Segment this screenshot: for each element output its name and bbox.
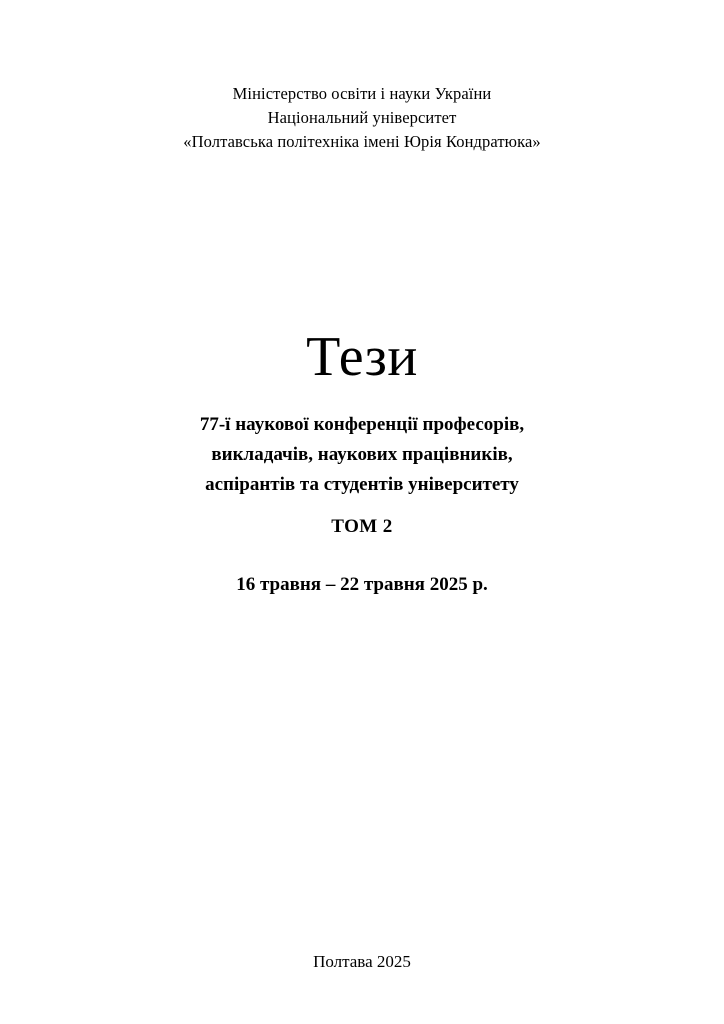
subtitle-line-3: аспірантів та студентів університету [205, 474, 519, 495]
ministry-line: Міністерство освіти і науки України [232, 84, 492, 103]
volume-block [0, 512, 724, 542]
conference-subtitle [0, 410, 724, 500]
page-title: Тези [306, 326, 418, 388]
imprint-footer [0, 950, 724, 974]
conference-dates: 16 травня – 22 травня 2025 р. [236, 574, 488, 595]
subtitle-line-1: 77-ї наукової конференції професорів, [199, 414, 525, 435]
publisher-header [0, 82, 724, 154]
dates-block [0, 570, 724, 600]
document-title-block [0, 326, 724, 388]
university-name-line: «Полтавська політехніка імені Юрія Кондратюка» [183, 132, 541, 151]
place-and-year: Полтава 2025 [313, 952, 411, 971]
volume-label: ТОМ 2 [331, 516, 393, 537]
subtitle-line-2: викладачів, наукових працівників, [211, 444, 513, 465]
university-line: Національний університет [267, 108, 457, 127]
